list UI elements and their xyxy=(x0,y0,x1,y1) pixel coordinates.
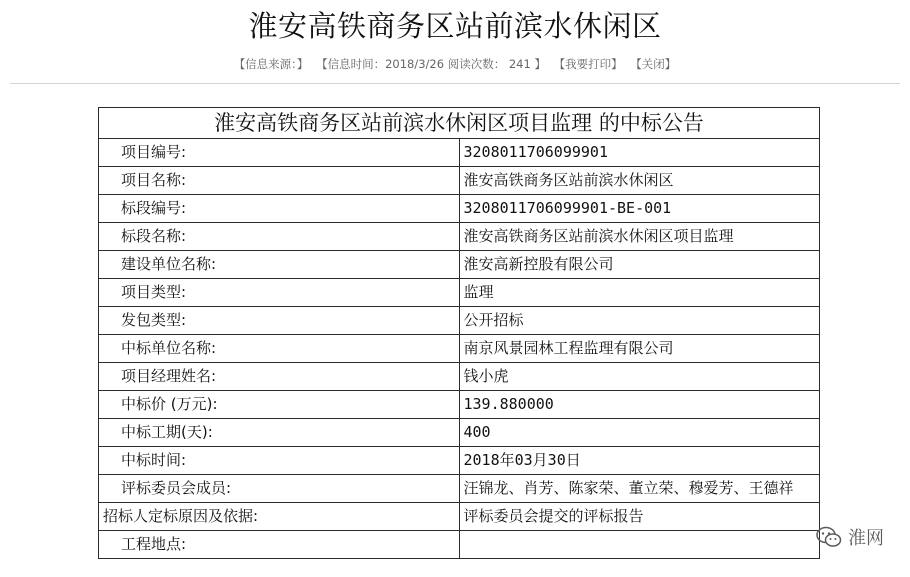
field-value: 淮安高铁商务区站前滨水休闲区项目监理 xyxy=(459,223,820,251)
field-value: 淮安高铁商务区站前滨水休闲区 xyxy=(459,167,820,195)
field-value: 139.880000 xyxy=(459,391,820,419)
table-row xyxy=(99,447,820,475)
table-row xyxy=(99,391,820,419)
table-row xyxy=(99,363,820,391)
table-row xyxy=(99,223,820,251)
field-label: 项目名称: xyxy=(99,167,460,195)
field-value xyxy=(459,531,820,559)
table-row xyxy=(99,475,820,503)
field-value: 评标委员会提交的评标报告 xyxy=(459,503,820,531)
field-label: 评标委员会成员: xyxy=(99,475,460,503)
watermark-text: 淮网 xyxy=(848,528,884,549)
table-row xyxy=(99,419,820,447)
table-row xyxy=(99,307,820,335)
table-row xyxy=(99,139,820,167)
field-value: 公开招标 xyxy=(459,307,820,335)
table-row xyxy=(99,167,820,195)
field-label: 中标工期(天): xyxy=(99,419,460,447)
field-label: 标段名称: xyxy=(99,223,460,251)
field-value: 监理 xyxy=(459,279,820,307)
field-value: 淮安高新控股有限公司 xyxy=(459,251,820,279)
field-label: 标段编号: xyxy=(99,195,460,223)
table-row xyxy=(99,335,820,363)
info-time-views: 【信息时间：2018/3/26 阅读次数： 241 】 xyxy=(316,57,546,71)
table-row xyxy=(99,279,820,307)
field-value: 3208011706099901 xyxy=(459,139,820,167)
close-link[interactable]: 【关闭】 xyxy=(630,57,677,71)
info-source: 【信息来源：】 xyxy=(233,57,309,71)
notice-heading: 淮安高铁商务区站前滨水休闲区项目监理 的中标公告 xyxy=(99,108,820,139)
award-notice-table xyxy=(98,107,820,559)
info-meta-line xyxy=(0,56,910,72)
field-label: 招标人定标原因及依据: xyxy=(99,503,460,531)
field-label: 中标时间: xyxy=(99,447,460,475)
field-label: 项目经理姓名: xyxy=(99,363,460,391)
table-row xyxy=(99,195,820,223)
table-row xyxy=(99,503,820,531)
field-label: 中标单位名称: xyxy=(99,335,460,363)
field-label: 项目编号: xyxy=(99,139,460,167)
field-label: 建设单位名称: xyxy=(99,251,460,279)
table-heading-row xyxy=(99,108,820,139)
table-row xyxy=(99,251,820,279)
page-title: 淮安高铁商务区站前滨水休闲区 xyxy=(248,9,662,43)
field-value: 2018年03月30日 xyxy=(459,447,820,475)
field-value: 400 xyxy=(459,419,820,447)
field-value: 汪锦龙、肖芳、陈家荣、董立荣、穆爱芳、王德祥 xyxy=(459,475,820,503)
field-label: 工程地点: xyxy=(99,531,460,559)
table-row xyxy=(99,531,820,559)
field-label: 中标价 (万元): xyxy=(99,391,460,419)
field-label: 项目类型: xyxy=(99,279,460,307)
field-value: 钱小虎 xyxy=(459,363,820,391)
header-divider xyxy=(10,83,900,84)
field-label: 发包类型: xyxy=(99,307,460,335)
print-link[interactable]: 【我要打印】 xyxy=(553,57,623,71)
field-value: 南京风景园林工程监理有限公司 xyxy=(459,335,820,363)
field-value: 3208011706099901-BE-001 xyxy=(459,195,820,223)
watermark xyxy=(816,524,884,550)
wechat-icon xyxy=(816,526,842,548)
